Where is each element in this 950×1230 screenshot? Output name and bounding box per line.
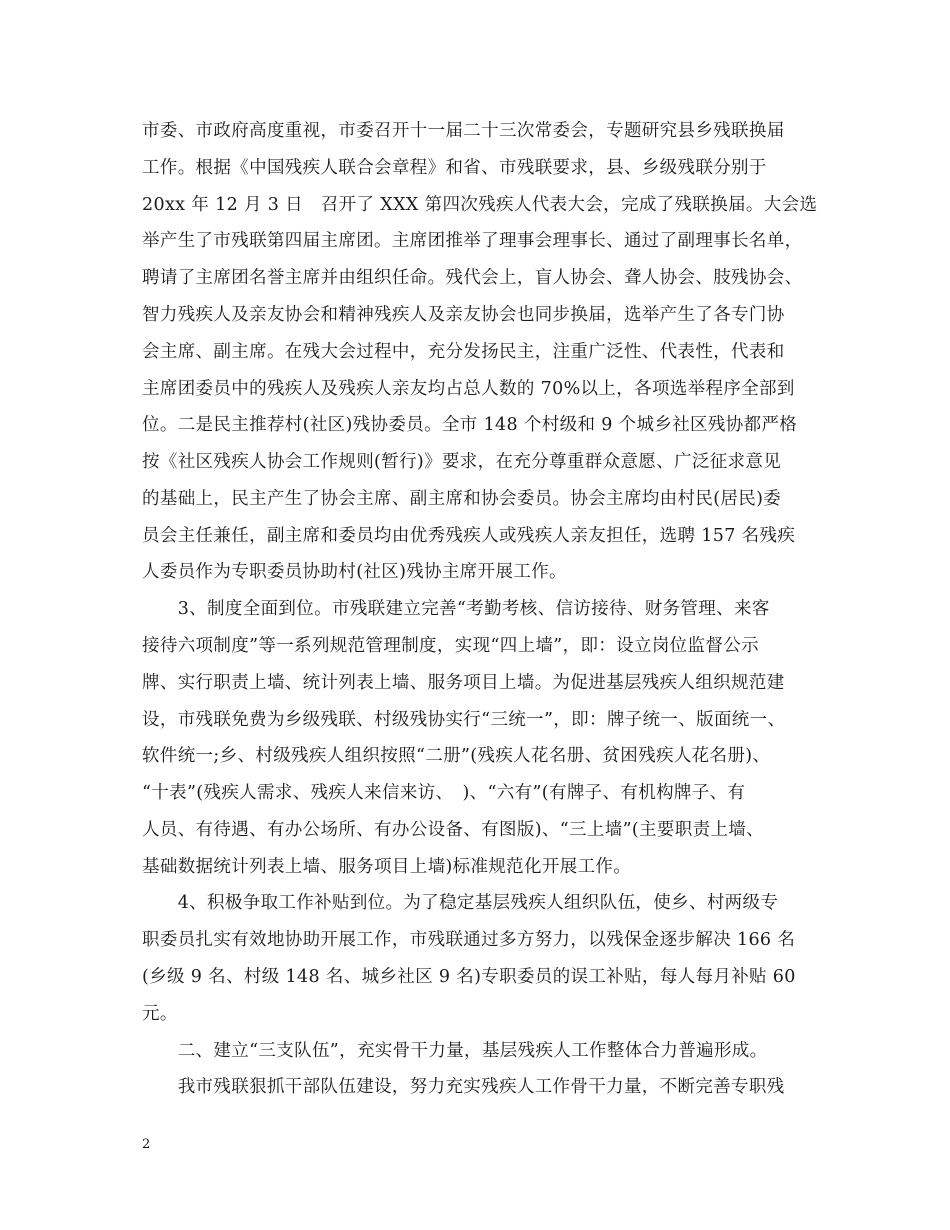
text-line: 二、建立“三支队伍”，充实骨干力量，基层残疾人工作整体合力普遍形成。 [142, 1040, 768, 1061]
text-line: 人委员作为专职委员协助村(社区)残协主席开展工作。 [142, 562, 567, 583]
text-line: 软件统一;乡、村级残疾人组织按照“二册”(残疾人花名册、贫困残疾人花名册)、 [142, 746, 771, 767]
text-line: (乡级 9 名、村级 148 名、城乡社区 9 名)专职委员的误工补贴，每人每月补贴 60 [142, 966, 796, 987]
text-line: 20xx 年 12 月 3 日 召开了 XXX 第四次残疾人代表大会，完成了残联换届。大会选 [142, 194, 818, 215]
text-line: 智力残疾人及亲友协会和精神残疾人及亲友协会也同步换届，选举产生了各专门协 [142, 304, 785, 325]
text-line: 主席团委员中的残疾人及残疾人亲友均占总人数的 70%以上，各项选举程序全部到 [142, 378, 795, 399]
text-line: 牌、实行职责上墙、统计列表上墙、服务项目上墙。为促进基层残疾人组织规范建 [142, 672, 785, 693]
text-line: 3、制度全面到位。市残联建立完善“考勤考核、信访接待、财务管理、来客 [142, 599, 770, 620]
text-line: 职委员扎实有效地协助开展工作，市残联通过多方努力，以残保金逐步解决 166 名 [142, 930, 796, 951]
text-line: 位。二是民主推荐村(社区)残协委员。全市 148 个村级和 9 个城乡社区残协都严格 [142, 415, 798, 436]
text-line: 我市残联狠抓干部队伍建设，努力充实残疾人工作骨干力量，不断完善专职残 [142, 1077, 785, 1098]
text-line: 聘请了主席团名誉主席并由组织任命。残代会上，盲人协会、聋人协会、肢残协会、 [142, 268, 803, 289]
text-line: 会主席、副主席。在残大会过程中，充分发扬民主，注重广泛性、代表性，代表和 [142, 341, 785, 362]
text-line: 举产生了市残联第四届主席团。主席团推举了理事会理事长、通过了副理事长名单， [142, 231, 803, 252]
page-number: 2 [142, 1137, 151, 1152]
text-line: 按《社区残疾人协会工作规则(暂行)》要求，在充分尊重群众意愿、广泛征求意见 [142, 452, 782, 472]
text-line: 市委、市政府高度重视，市委召开十一届二十三次常委会，专题研究县乡残联换届 [142, 121, 785, 141]
text-line: 人员、有待遇、有办公场所、有办公设备、有图版)、“三上墙”(主要职责上墙、 [142, 819, 764, 840]
text-line: 工作。根据《中国残疾人联合会章程》和省、市残联要求，县、乡级残联分别于 [142, 157, 767, 178]
text-line: 4、积极争取工作补贴到位。为了稳定基层残疾人组织队伍，使乡、村两级专 [142, 893, 779, 914]
text-line: 设，市残联免费为乡级残联、村级残协实行“三统一”，即：牌子统一、版面统一、 [142, 709, 786, 730]
text-line: 员会主任兼任，副主席和委员均由优秀残疾人或残疾人亲友担任，选聘 157 名残疾 [142, 525, 796, 546]
text-line: 元。 [142, 1003, 178, 1024]
text-line: “十表”(残疾人需求、残疾人来信来访、 )、“六有”(有牌子、有机构牌子、有 [142, 783, 746, 803]
text-line: 基础数据统计列表上墙、服务项目上墙)标准规范化开展工作。 [142, 856, 632, 877]
text-line: 的基础上，民主产生了协会主席、副主席和协会委员。协会主席均由村民(居民)委 [142, 488, 782, 509]
text-line: 接待六项制度”等一系列规范管理制度，实现“四上墙”，即：设立岗位监督公示 [142, 635, 759, 656]
